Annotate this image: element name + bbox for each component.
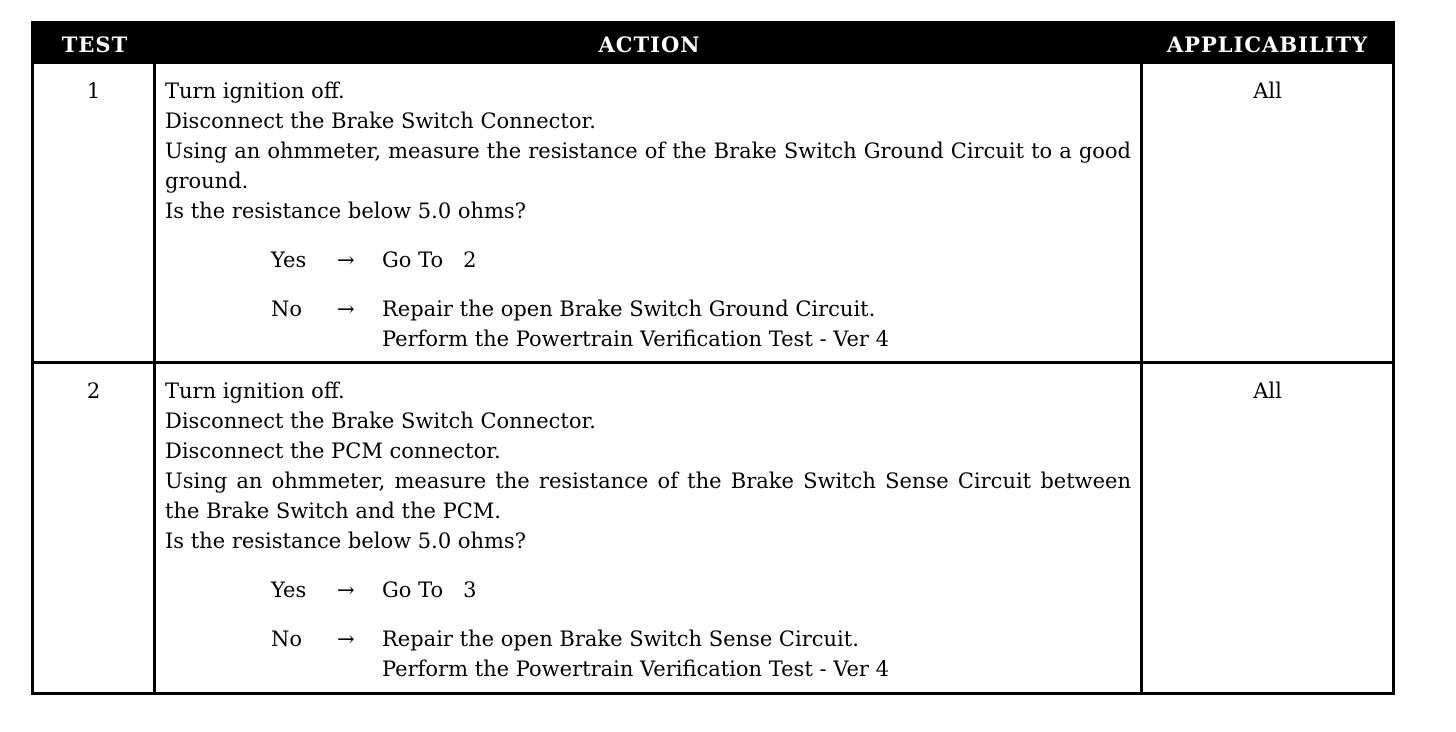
action-question: Is the resistance below 5.0 ohms? bbox=[165, 199, 526, 223]
header-action: ACTION bbox=[156, 24, 1143, 64]
outcome-yes bbox=[165, 245, 1131, 275]
outcome-label: No bbox=[271, 627, 303, 651]
action-step: Using an ohmmeter, measure the resistance of the Brake Switch Ground Circuit to a good ground. bbox=[165, 139, 1131, 193]
outcome-yes bbox=[165, 575, 1131, 605]
action-step: Disconnect the Brake Switch Connector. bbox=[165, 409, 596, 433]
outcome-no bbox=[165, 294, 1131, 354]
header-applicability: APPLICABILITY bbox=[1143, 24, 1392, 64]
outcome-text bbox=[382, 245, 1131, 275]
header-test: TEST bbox=[34, 24, 156, 64]
action-step: Turn ignition off. bbox=[165, 379, 345, 403]
outcome-line: Perform the Powertrain Verification Test - Ver 4 bbox=[382, 657, 889, 681]
outcome-label: Yes bbox=[271, 578, 307, 602]
arrow-right-icon: → bbox=[337, 627, 355, 651]
outcome-no bbox=[165, 624, 1131, 684]
action-question: Is the resistance below 5.0 ohms? bbox=[165, 529, 526, 553]
outcome-line: Perform the Powertrain Verification Test - Ver 4 bbox=[382, 327, 889, 351]
applicability-value: All bbox=[1143, 364, 1392, 692]
outcome-line: Repair the open Brake Switch Ground Circuit. bbox=[382, 297, 876, 321]
test-number: 2 bbox=[34, 364, 156, 692]
diagnostic-test-table bbox=[31, 21, 1395, 695]
action-step: Disconnect the PCM connector. bbox=[165, 439, 501, 463]
outcome-label: No bbox=[271, 297, 303, 321]
test-number: 1 bbox=[34, 64, 156, 364]
outcome-text bbox=[382, 294, 1131, 354]
action-cell bbox=[156, 64, 1143, 364]
outcome-label: Yes bbox=[271, 248, 307, 272]
action-cell bbox=[156, 364, 1143, 692]
outcome-text bbox=[382, 624, 1131, 684]
goto-link: Go To 2 bbox=[382, 248, 477, 272]
outcome-line: Repair the open Brake Switch Sense Circuit. bbox=[382, 627, 859, 651]
applicability-value: All bbox=[1143, 64, 1392, 364]
outcome-text bbox=[382, 575, 1131, 605]
arrow-right-icon: → bbox=[337, 297, 355, 321]
arrow-right-icon: → bbox=[337, 578, 355, 602]
goto-link: Go To 3 bbox=[382, 578, 477, 602]
action-step: Turn ignition off. bbox=[165, 79, 345, 103]
arrow-right-icon: → bbox=[337, 248, 355, 272]
action-step: Disconnect the Brake Switch Connector. bbox=[165, 109, 596, 133]
action-step: Using an ohmmeter, measure the resistance of the Brake Switch Sense Circuit between the Brake Switch and the PCM. bbox=[165, 469, 1131, 523]
